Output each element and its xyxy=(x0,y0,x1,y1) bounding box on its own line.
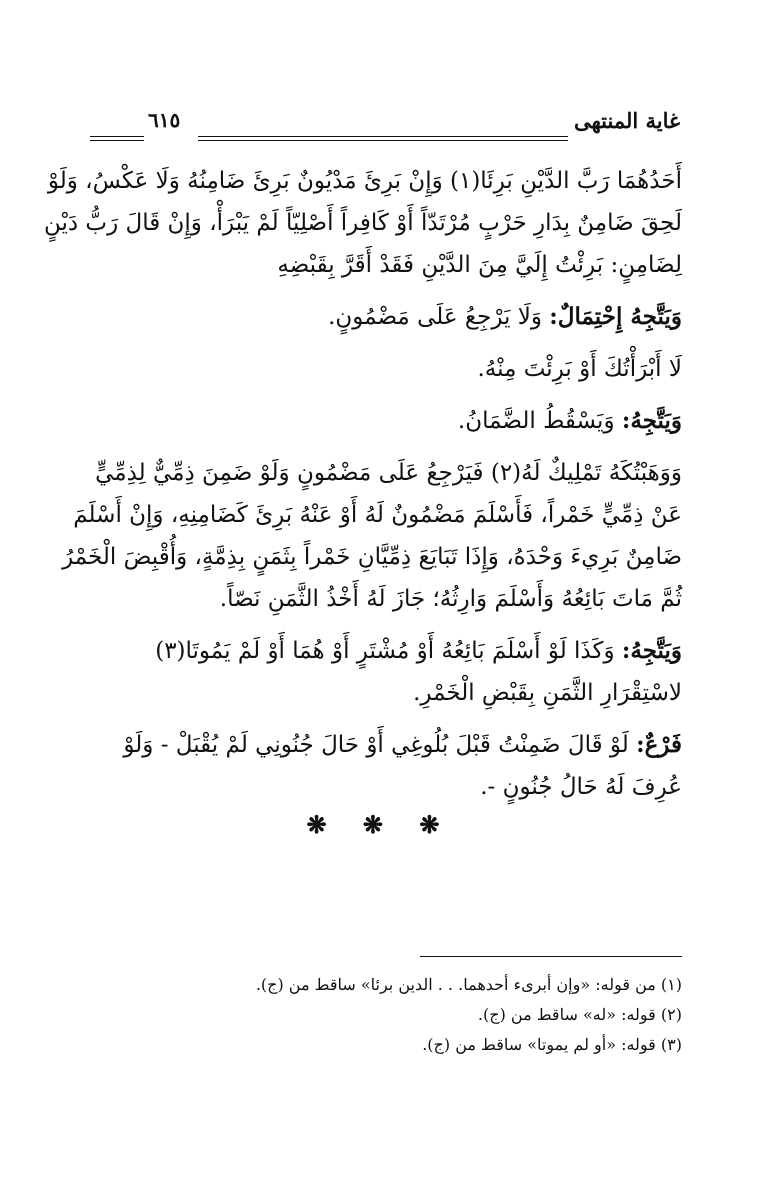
section-separator: ❋ ❋ ❋ xyxy=(306,810,454,839)
main-text xyxy=(43,160,682,808)
running-header xyxy=(90,108,680,148)
text-line: وَيَتَّجِهُ: وَكَذَا لَوْ أَسْلَمَ بَائِعُهُ أَوْ مُشْتَرٍ أَوْ هُمَا أَوْ لَمْ يَمُوتَا(٣) xyxy=(155,637,682,664)
text-line: لاسْتِقْرَارِ الثَّمَنِ بِقَبْضِ الْخَمْرِ. xyxy=(413,680,682,706)
text-line: ثُمَّ مَاتَ بَائِعُهُ وَأَسْلَمَ وَارِثُهُ؛ جَازَ لَهُ أَخْذُ الثَّمَنِ نَصّاً. xyxy=(219,586,682,612)
text-line: لَا أَبْرَأْتُكَ أَوْ بَرِئْتَ مِنْهُ. xyxy=(477,356,682,382)
footnote-rule xyxy=(420,956,682,957)
running-title: غاية المنتهى xyxy=(573,108,680,133)
heading-keyword: وَيَتَّجِهُ: xyxy=(621,637,682,664)
header-rule-left xyxy=(90,136,144,141)
footnote-1: (١) من قوله: «وإن أبرىء أحدهما. . . الدين برئا» ساقط من (ج). xyxy=(255,975,682,994)
text-line: أَحَدُهُمَا رَبَّ الدَّيْنِ بَرِئَا(١) وَإِنْ بَرِئَ مَدْيُونٌ بَرِئَ ضَامِنُهُ وَلَا عَكْسُ، وَلَوْ xyxy=(47,168,682,194)
footnote-2: (٢) قوله: «له» ساقط من (ج). xyxy=(477,1005,682,1024)
text-line: عَنْ ذِمِّيٍّ خَمْراً، فَأَسْلَمَ مَضْمُونٌ لَهُ أَوْ عَنْهُ بَرِئَ كَضَامِنِهِ، وَإِنْ أَسْلَمَ xyxy=(73,502,682,528)
text-line: لِضَامِنٍ: بَرِئْتُ إِلَيَّ مِنَ الدَّيْنِ فَقَدْ أَقَرَّ بِقَبْضِهِ xyxy=(277,252,682,278)
text-line: فَرْعٌ: لَوْ قَالَ ضَمِنْتُ قَبْلَ بُلُوغِي أَوْ حَالَ جُنُونِي لَمْ يُقْبَلْ - وَلَوْ xyxy=(123,731,682,758)
text-line: وَيَتَّجِهُ إِحْتِمَالٌ: وَلَا يَرْجِعُ عَلَى مَضْمُونٍ. xyxy=(328,303,682,330)
heading-keyword: وَيَتَّجِهُ إِحْتِمَالٌ: xyxy=(549,303,682,330)
text-line: عُرِفَ لَهُ حَالُ جُنُونٍ -. xyxy=(480,774,682,800)
text-line: وَيَتَّجِهُ: وَيَسْقُطُ الضَّمَانُ. xyxy=(457,407,682,434)
header-rule-right xyxy=(198,136,568,141)
page-number: ٦١٥ xyxy=(148,108,181,132)
footnote-3: (٣) قوله: «أو لم يموتا» ساقط من (ج). xyxy=(422,1035,682,1054)
footnotes xyxy=(92,970,682,1060)
text-line: وَوَهَبْتُكَهُ تَمْلِيكٌ لَهُ(٢) فَيَرْجِعُ عَلَى مَضْمُونٍ وَلَوْ ضَمِنَ ذِمِّيٌّ لِذِمِّيٍّ xyxy=(95,460,682,486)
text-line: لَحِقَ ضَامِنٌ بِدَارِ حَرْبٍ مُرْتَدّاً أَوْ كَافِراً أَصْلِيّاً لَمْ يَبْرَأْ، وَإِنْ قَالَ رَبُّ دَيْنٍ xyxy=(43,210,682,236)
heading-keyword: فَرْعٌ: xyxy=(636,731,682,758)
text-line: ضَامِنٌ بَرِيءَ وَحْدَهُ، وَإِذَا تَبَايَعَ ذِمِّيَّانِ خَمْراً بِثَمَنٍ بِذِمَّةٍ، وَأُقْبِضَ الْخَمْرُ xyxy=(62,544,682,570)
heading-keyword: وَيَتَّجِهُ: xyxy=(621,407,682,434)
